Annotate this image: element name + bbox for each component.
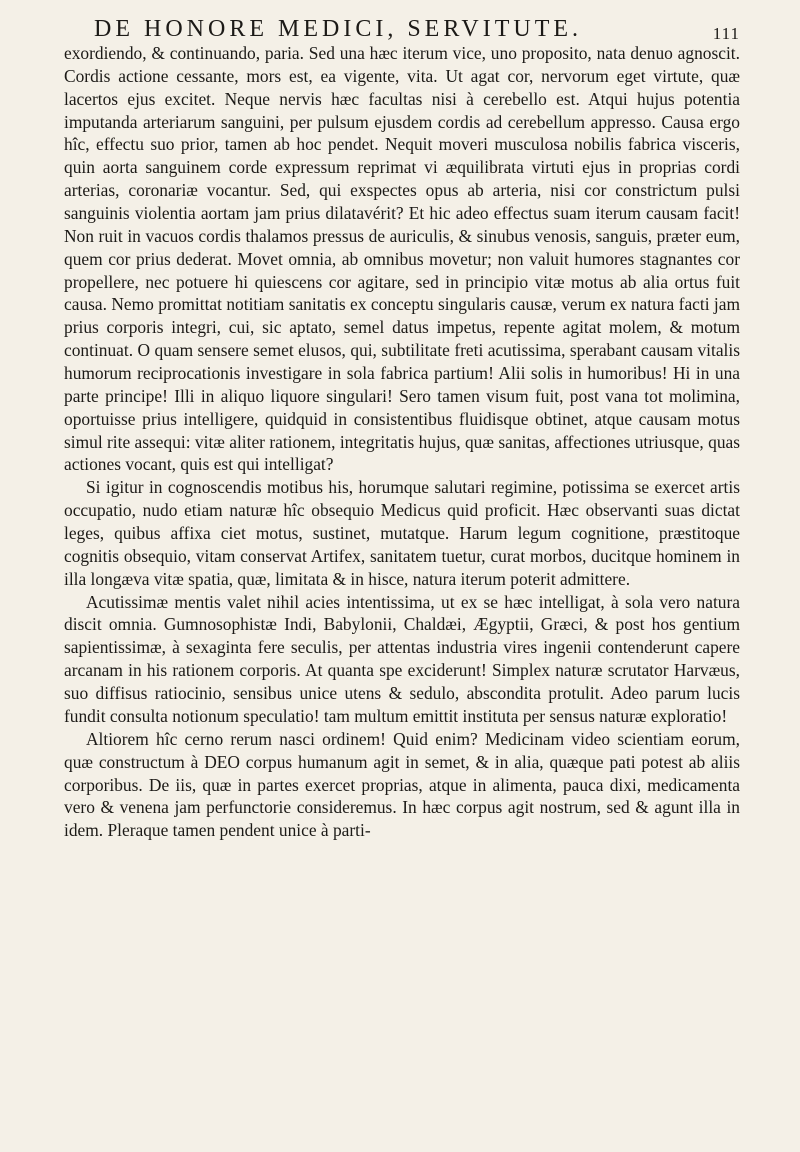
paragraph-si-igitur: Si igitur in cognoscendis motibus his, horumque salutari regimine, potissima se exercet artis occupatio, nudo etiam naturæ hîc obsequio Medicus quid proficit. Hæc observanti suas dictat leges, quibus affixa ciet motus, sustinet, mutatque. Harum legum cognitione, præstitoque cognitis obsequio, vitam conservat Artifex, sanitatem tuetur, curat morbos, ducitque hominem in illa longæva vitæ spatia, quæ, limitata & in hisce, natura iterum poterit admittere. — [64, 477, 740, 589]
paragraph-altiorem: Altiorem hîc cerno rerum nasci ordinem! Quid enim? Medicinam video scientiam eorum, quæ constructum à DEO corpus humanum agit in semet, & in alia, quæque pati potest ab aliis corporibus. De iis, quæ in partes exercet proprias, atque in alimenta, pauca dixi, medicamenta vero & venena jam perfunctorie consideremus. In hæc corpus agit nostrum, sed & agunt illa in idem. Pleraque tamen pendent unice à parti- — [64, 728, 740, 841]
paragraph-acutissimae-mentis: Acutissimæ mentis valet nihil acies intentissima, ut ex se hæc intelligat, à sola vero natura discit omnia. Gumnosophistæ Indi, Babylonii, Chaldæi, Ægyptii, Græci, & post hos gentium sapientissimæ, à sexaginta fere seculis, per attentas industria vires ingenii contenderunt capere arcanam in his rationem corporis. At quanta spe exciderunt! Simplex naturæ scrutator Harvæus, suo diffisus ratiocinio, sensibus unice utens & sedulo, abscondita protulit. Adeo parum lucis fundit consulta notionum speculatio! tam multum emittit instituta per sensus naturæ exploratio! — [64, 591, 740, 726]
paragraph-cordis-actione: exordiendo, & continuando, paria. Sed una hæc iterum vice, uno proposito, nata denuo agnoscit. Cordis actione cessante, mors est, ea vigente, vita. Ut agat cor, nervorum eget virtute, quæ lacertos ejus excitet. Neque nervis hæc facultas nisi à cerebello est. Atqui hujus potentia imputanda arteriarum sanguini, per pulsum ejusdem cordis ad cerebellum appresso. Causa ergo hîc, effectu suo prior, tamen ab hoc pendet. Nequit moveri musculosa nobilis fabrica visceris, quin aorta sanguinem corde expressum reprimat vi æquilibrata virtuti ejus in proprias cordi arterias, coronariæ vocantur. Sed, qui exspectes opus ab arteria, nisi cor constrictum pulsi sanguinis violentia aortam jam prius dilatavérit? Et hic adeo effectus suam iterum causam facit! Non ruit in vacuos cordis thalamos pressus de auriculis, & sinubus venosis, sanguis, præter eum, quem cor prius dederat. Movet omnia, ab omnibus movetur; non valuit humores stagnantes cor propellere, nec potuere hi quiescens cor agitare, sed in principio vitæ motus ab alia ortus fuit causa. Nemo promittat notitiam sanitatis ex conceptu singularis causæ, verum ex natura facti jam prius corporis integri, cui, sic aptato, semel datus impetus, repente agitat molem, & motum continuat. O quam sensere semet elusos, qui, subtilitate freti acutissima, sperabant causam vitalis humorum reciprocationis investigare in sola fabrica partium! Alii solis in humoribus! Hi in una parte principe! Illi in aliquo liquore singulari! Sero tamen visum fuit, post vana tot molimina, oportuisse prius intelligere, quidquid in consistentibus fluidisque obtinet, atque causam motus simul rite assequi: vitæ aliter rationem, integritatis hujus, quæ sanitas, affectiones utriusque, quas actiones vocant, quis est qui intelligat? — [64, 43, 740, 475]
body-text — [64, 42, 740, 842]
running-title: DE HONORE MEDICI, SERVITUTE. — [94, 16, 583, 42]
page-number: 111 — [712, 24, 740, 43]
